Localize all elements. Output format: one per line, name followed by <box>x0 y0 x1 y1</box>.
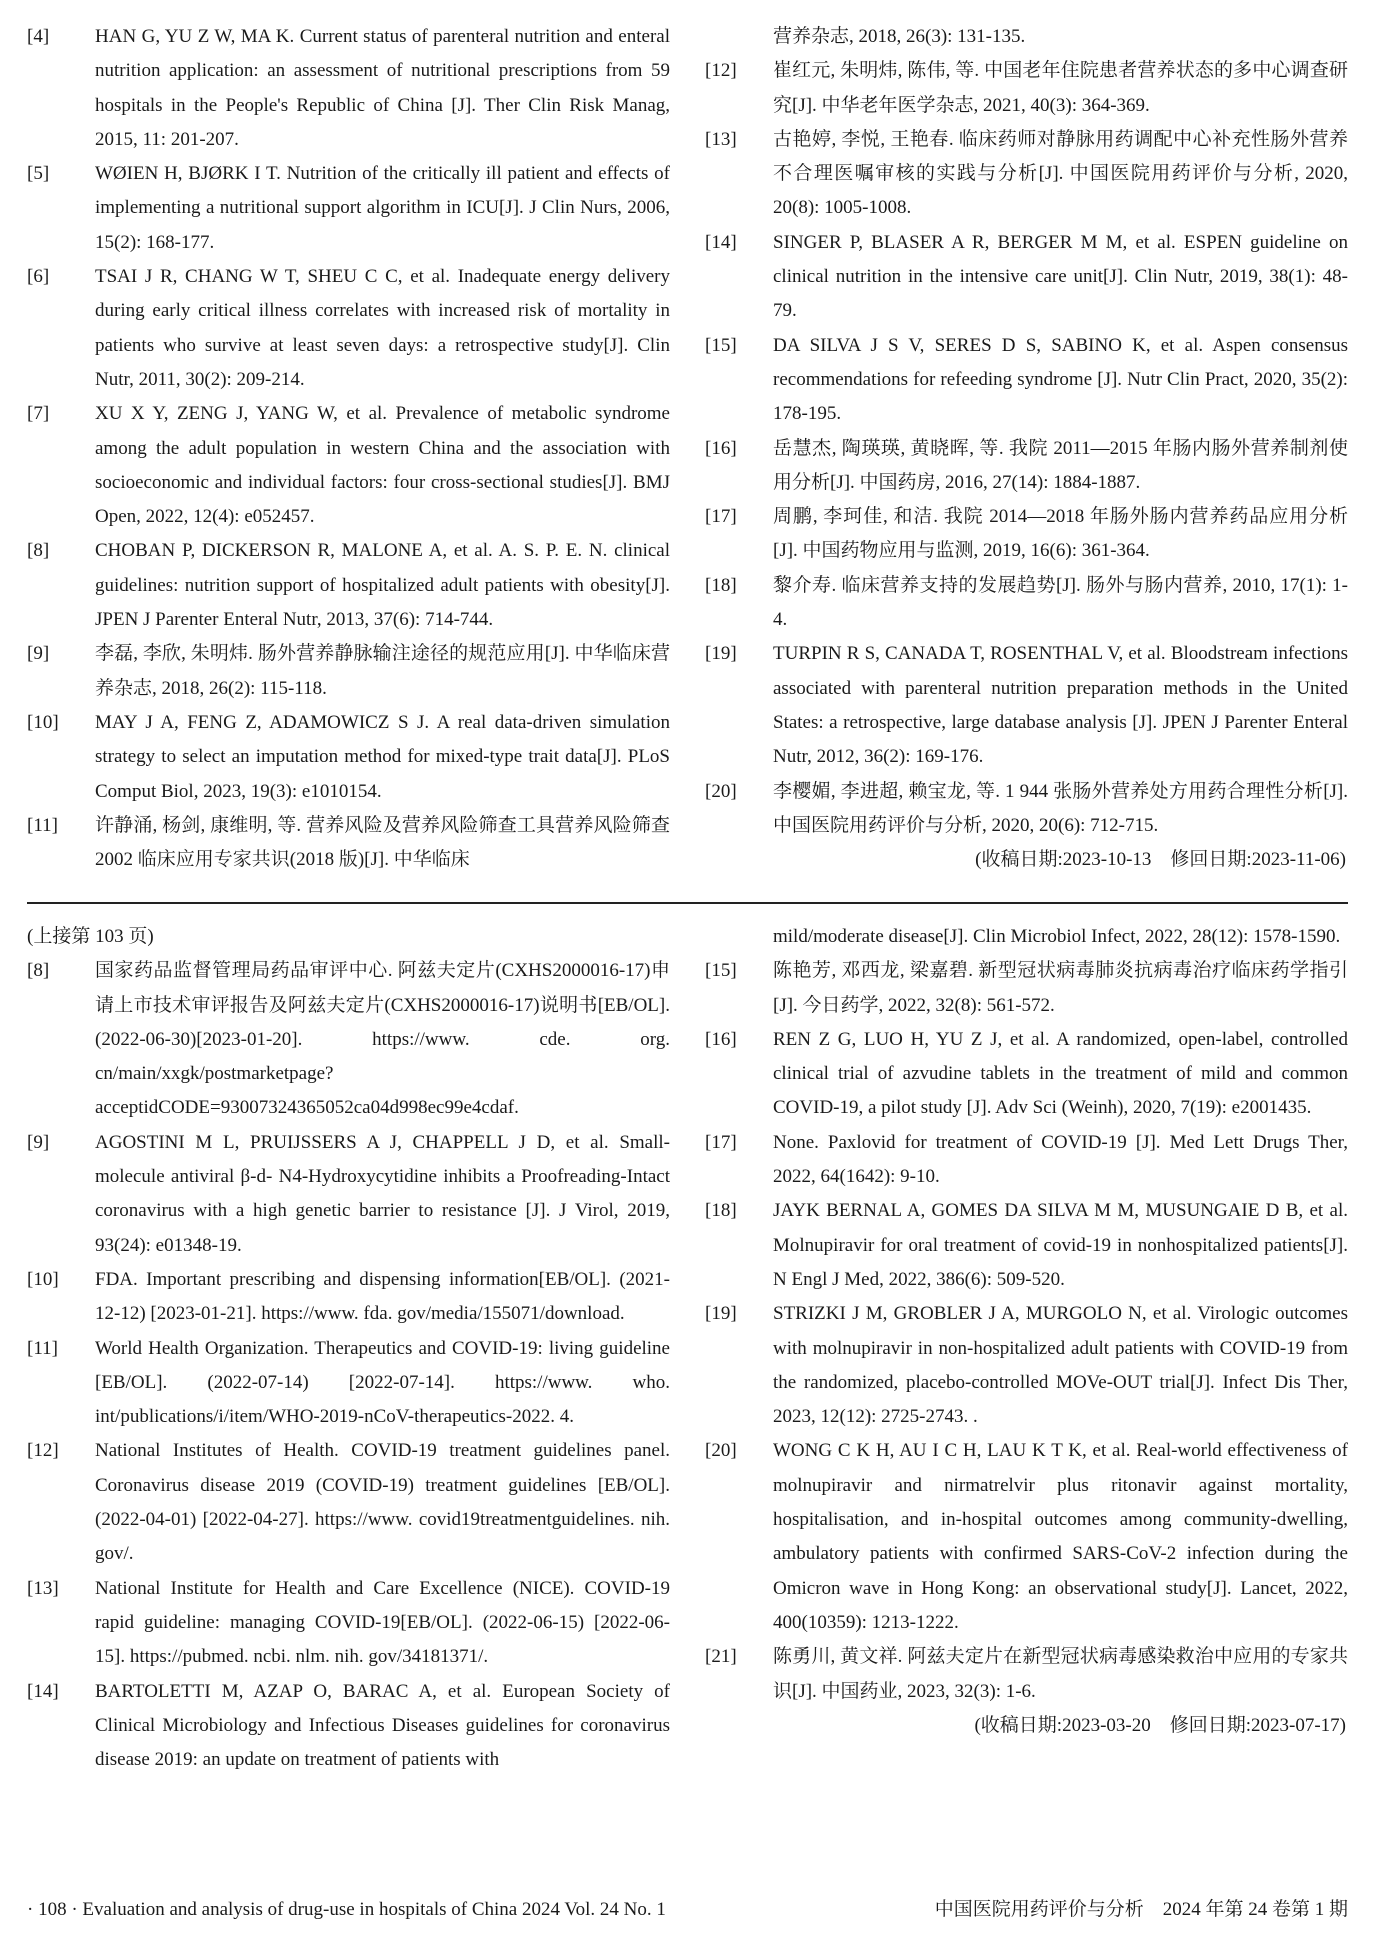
reference-number: [8] <box>27 960 50 982</box>
reference-number: [4] <box>27 26 50 47</box>
reference-text: 陈艳芳, 邓西龙, 梁嘉碧. 新型冠状病毒肺炎抗病毒治疗临床药学指引[J]. 今日药学, 2022, 32(8): 561-572. <box>773 960 1348 1016</box>
reference-text: 黎介寿. 临床营养支持的发展趋势[J]. 肠外与肠内营养, 2010, 17(1): 1-4. <box>773 574 1348 631</box>
top-left-column <box>27 20 670 877</box>
reference-item <box>27 397 670 534</box>
reference-number: [14] <box>705 231 737 253</box>
reference-item <box>27 809 670 878</box>
reference-number: [16] <box>705 437 737 459</box>
reference-text: TURPIN R S, CANADA T, ROSENTHAL V, et al. Bloodstream infections associated with parenteral nutrition preparation methods in the United States: a retrospective, large database analysis [J]. JPEN J Parenter Enteral Nutr, 2012, 36(2): 169-176. <box>773 643 1348 768</box>
reference-item <box>27 637 670 706</box>
reference-text: XU X Y, ZENG J, YANG W, et al. Prevalence of metabolic syndrome among the adult population in western China and the association with socioeconomic and individual factors: four cross-sectional studies[J]. BMJ Open, 2022, 12(4): e052457. <box>95 403 670 528</box>
reference-text: WØIEN H, BJØRK I T. Nutrition of the critically ill patient and effects of implementing a nutritional support algorithm in ICU[J]. J Clin Nurs, 2006, 15(2): 168-177. <box>95 163 670 253</box>
bottom-right-column <box>705 920 1348 1743</box>
reference-item <box>705 1640 1348 1709</box>
reference-continuation: 营养杂志, 2018, 26(3): 131-135. <box>773 26 1026 47</box>
reference-number: [17] <box>705 1131 737 1153</box>
reference-number: [20] <box>705 780 737 802</box>
reference-number: [12] <box>705 60 737 82</box>
reference-item <box>27 260 670 397</box>
reference-item <box>705 226 1348 329</box>
reference-item <box>705 1194 1348 1297</box>
reference-text: STRIZKI J M, GROBLER J A, MURGOLO N, et al. Virologic outcomes with molnupiravir in non-hospitalized adult patients with COVID-19 from the randomized, placebo-controlled MOVe-OUT trial[J]. Infect Dis Ther, 2023, 12(12): 2725-2743. . <box>773 1303 1348 1428</box>
reference-number: [21] <box>705 1646 737 1668</box>
reference-number: [9] <box>27 643 50 665</box>
received-revised-dates: (收稿日期:2023-10-13 修回日期:2023-11-06) <box>975 849 1346 871</box>
reference-text: TSAI J R, CHANG W T, SHEU C C, et al. Inadequate energy delivery during early critical illness correlates with increased risk of mortality in patients who survive at least seven days: a retrospective study[J]. Clin Nutr, 2011, 30(2): 209-214. <box>95 266 670 390</box>
reference-number: [19] <box>705 1303 737 1325</box>
reference-text: 国家药品监督管理局药品审评中心. 阿兹夫定片(CXHS2000016-17)申请上市技术审评报告及阿兹夫定片(CXHS2000016-17)说明书[EB/OL]. (2022-06-30)[2023-01-20]. https://www. cde. org. cn/main/xxgk/postmarketpage?acceptidCODE=93007324365052ca04d998ec99e4cdaf. <box>95 960 670 1119</box>
reference-text: MAY J A, FENG Z, ADAMOWICZ S J. A real data-driven simulation strategy to select an imputation method for mixed-type trait data[J]. PLoS Comput Biol, 2023, 19(3): e1010154. <box>95 711 670 802</box>
reference-item <box>27 954 670 1125</box>
reference-item <box>27 157 670 260</box>
reference-item <box>705 54 1348 123</box>
reference-item <box>705 1297 1348 1434</box>
reference-text: 岳慧杰, 陶瑛瑛, 黄晓晖, 等. 我院 2011—2015 年肠内肠外营养制剂使用分析[J]. 中国药房, 2016, 27(14): 1884-1887. <box>773 437 1348 493</box>
reference-text: None. Paxlovid for treatment of COVID-19 [J]. Med Lett Drugs Ther, 2022, 64(1642): 9-10. <box>773 1131 1348 1188</box>
reference-number: [16] <box>705 1028 737 1050</box>
reference-item <box>27 706 670 809</box>
reference-number: [11] <box>27 1337 58 1359</box>
reference-item <box>705 775 1348 844</box>
reference-number: [10] <box>27 711 59 733</box>
reference-item <box>27 1332 670 1435</box>
reference-number: [18] <box>705 1200 737 1222</box>
continued-from-note: (上接第 103 页) <box>27 926 154 947</box>
reference-text: 李樱媚, 李进超, 赖宝龙, 等. 1 944 张肠外营养处方用药合理性分析[J]. 中国医院用药评价与分析, 2020, 20(6): 712-715. <box>773 780 1348 836</box>
reference-item <box>27 1263 670 1332</box>
reference-item <box>705 329 1348 432</box>
reference-continuation: mild/moderate disease[J]. Clin Microbiol Infect, 2022, 28(12): 1578-1590. <box>773 926 1341 947</box>
reference-text: CHOBAN P, DICKERSON R, MALONE A, et al. A. S. P. E. N. clinical guidelines: nutrition support of hospitalized adult patients with obesity[J]. JPEN J Parenter Enteral Nutr, 2013, 37(6): 714-744. <box>95 540 670 631</box>
reference-text: JAYK BERNAL A, GOMES DA SILVA M M, MUSUNGAIE D B, et al. Molnupiravir for oral treatment of covid-19 in nonhospitalized patients[J]. N Engl J Med, 2022, 386(6): 509-520. <box>773 1200 1348 1290</box>
reference-item <box>705 1023 1348 1126</box>
reference-item <box>705 569 1348 638</box>
reference-text: 古艳婷, 李悦, 王艳春. 临床药师对静脉用药调配中心补充性肠外营养不合理医嘱审核的实践与分析[J]. 中国医院用药评价与分析, 2020, 20(8): 1005-1008. <box>773 128 1348 219</box>
reference-item <box>705 500 1348 569</box>
reference-item <box>27 1126 670 1263</box>
reference-number: [10] <box>27 1268 59 1290</box>
reference-item <box>705 1434 1348 1640</box>
reference-item <box>27 534 670 637</box>
reference-number: [7] <box>27 403 50 425</box>
reference-text: World Health Organization. Therapeutics and COVID-19: living guideline [EB/OL]. (2022-07-14) [2022-07-14]. https://www. who. int/publications/i/item/WHO-2019-nCoV-therapeutics-2022. 4. <box>95 1337 670 1428</box>
reference-number: [19] <box>705 643 737 665</box>
reference-number: [18] <box>705 574 737 596</box>
reference-item <box>705 954 1348 1023</box>
reference-number: [8] <box>27 540 50 562</box>
reference-text: AGOSTINI M L, PRUIJSSERS A J, CHAPPELL J D, et al. Small-molecule antiviral β-d- N4-Hydroxycytidine inhibits a Proofreading-Intact coronavirus with a high genetic barrier to resistance [J]. J Virol, 2019, 93(24): e01348-19. <box>95 1131 670 1256</box>
reference-number: [20] <box>705 1440 737 1462</box>
reference-number: [12] <box>27 1440 59 1462</box>
reference-text: HAN G, YU Z W, MA K. Current status of parenteral nutrition and enteral nutrition application: an assessment of nutritional prescriptions from 59 hospitals in the People's Republic of China [J]. Ther Clin Risk Manag, 2015, 11: 201-207. <box>95 26 670 150</box>
reference-item <box>27 1572 670 1675</box>
reference-number: [13] <box>27 1577 59 1599</box>
reference-text: BARTOLETTI M, AZAP O, BARAC A, et al. European Society of Clinical Microbiology and Infectious Diseases guidelines for coronavirus disease 2019: an update on treatment of patients with <box>95 1680 670 1771</box>
reference-item <box>27 20 670 157</box>
reference-item <box>705 432 1348 501</box>
reference-text: 崔红元, 朱明炜, 陈伟, 等. 中国老年住院患者营养状态的多中心调查研究[J]. 中华老年医学杂志, 2021, 40(3): 364-369. <box>773 60 1348 116</box>
reference-text: DA SILVA J S V, SERES D S, SABINO K, et al. Aspen consensus recommendations for refeeding syndrome [J]. Nutr Clin Pract, 2020, 35(2): 178-195. <box>773 334 1348 425</box>
bottom-left-column <box>27 920 670 1777</box>
reference-text: 陈勇川, 黄文祥. 阿兹夫定片在新型冠状病毒感染救治中应用的专家共识[J]. 中国药业, 2023, 32(3): 1-6. <box>773 1646 1348 1702</box>
reference-number: [17] <box>705 506 737 528</box>
reference-number: [15] <box>705 960 737 982</box>
section-divider <box>27 902 1348 904</box>
reference-text: FDA. Important prescribing and dispensing information[EB/OL]. (2021-12-12) [2023-01-21]. https://www. fda. gov/media/155071/download. <box>95 1268 670 1325</box>
reference-text: National Institutes of Health. COVID-19 treatment guidelines panel. Coronavirus disease 2019 (COVID-19) treatment guidelines [EB/OL]. (2022-04-01) [2022-04-27]. https://www. covid19treatmentguidelines. nih. gov/. <box>95 1440 670 1565</box>
reference-item <box>27 1675 670 1778</box>
reference-number: [15] <box>705 334 737 356</box>
reference-number: [14] <box>27 1680 59 1702</box>
received-revised-dates: (收稿日期:2023-03-20 修回日期:2023-07-17) <box>974 1714 1346 1736</box>
reference-text: SINGER P, BLASER A R, BERGER M M, et al. ESPEN guideline on clinical nutrition in the intensive care unit[J]. Clin Nutr, 2019, 38(1): 48-79. <box>773 231 1348 322</box>
reference-number: [5] <box>27 163 50 185</box>
footer-page-journal-en: · 108 · Evaluation and analysis of drug-use in hospitals of China 2024 Vol. 24 No. 1 <box>27 1899 666 1920</box>
reference-number: [11] <box>27 814 58 836</box>
reference-text: 许静涌, 杨剑, 康维明, 等. 营养风险及营养风险筛查工具营养风险筛查 2002 临床应用专家共识(2018 版)[J]. 中华临床 <box>95 814 670 871</box>
reference-text: 周鹏, 李珂佳, 和洁. 我院 2014—2018 年肠外肠内营养药品应用分析[J]. 中国药物应用与监测, 2019, 16(6): 361-364. <box>773 506 1348 562</box>
reference-item <box>705 637 1348 774</box>
reference-item <box>705 123 1348 226</box>
reference-text: 李磊, 李欣, 朱明炜. 肠外营养静脉输注途径的规范应用[J]. 中华临床营养杂志, 2018, 26(2): 115-118. <box>95 643 670 699</box>
reference-number: [13] <box>705 128 737 150</box>
reference-item <box>27 1434 670 1571</box>
reference-number: [9] <box>27 1131 50 1153</box>
reference-text: REN Z G, LUO H, YU Z J, et al. A randomized, open-label, controlled clinical trial of azvudine tablets in the treatment of mild and common COVID-19, a pilot study [J]. Adv Sci (Weinh), 2020, 7(19): e2001435. <box>773 1028 1348 1119</box>
reference-item <box>705 1126 1348 1195</box>
reference-number: [6] <box>27 266 50 288</box>
reference-text: National Institute for Health and Care Excellence (NICE). COVID-19 rapid guideline: managing COVID-19[EB/OL]. (2022-06-15) [2022-06-15]. https://pubmed. ncbi. nlm. nih. gov/34181371/. <box>95 1577 670 1668</box>
top-right-column <box>705 20 1348 877</box>
reference-text: WONG C K H, AU I C H, LAU K T K, et al. Real-world effectiveness of molnupiravir and nirmatrelvir plus ritonavir against mortality, hospitalisation, and in-hospital outcomes among community-dwelling, ambulatory patients with confirmed SARS-CoV-2 infection during the Omicron wave in Hong Kong: an observational study[J]. Lancet, 2022, 400(10359): 1213-1222. <box>773 1440 1348 1633</box>
footer-journal-cn: 中国医院用药评价与分析 2024 年第 24 卷第 1 期 <box>934 1899 1348 1920</box>
